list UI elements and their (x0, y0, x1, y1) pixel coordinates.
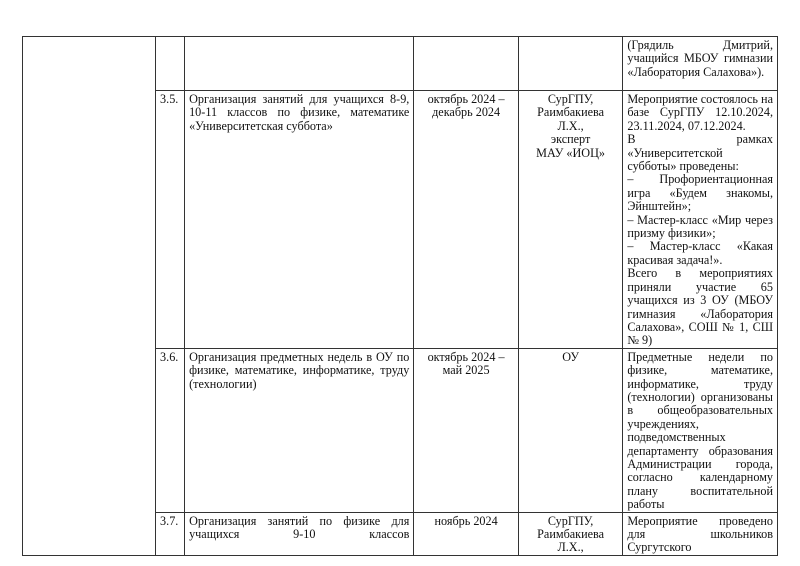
responsible-cell (518, 512, 623, 555)
row-number (156, 37, 185, 91)
event-cell: Организация занятий для учащихся 8-9, 10-11 классов по физике, математике «Университетская суббота» (185, 91, 414, 349)
result-paragraph: В рамках «Университетской субботы» проведены: (627, 132, 773, 174)
dates-cell: октябрь 2024 – май 2025 (414, 348, 519, 512)
event-cell: Организация предметных недель в ОУ по физике, математике, информатике, труду (технологии) (185, 348, 414, 512)
result-paragraph: Предметные недели по физике, математике, информатике, труду (технологии) организованы в общеобразовательных учреждениях, подведомственных департаменту образования Администрации города, согласно календарному плану воспитательной работы (627, 349, 773, 512)
responsible-line: СурГПУ, (547, 513, 594, 528)
result-paragraph: (Грядиль Дмитрий, учащийся МБОУ гимназии «Лаборатория Салахова»). (627, 38, 773, 79)
row-number: 3.5. (156, 91, 185, 349)
event-cell (185, 37, 414, 91)
responsible-line: ОУ (562, 349, 579, 364)
result-cell (623, 512, 778, 555)
result-paragraph: Всего в мероприятиях приняли участие 65 учащихся из 3 ОУ (МБОУ гимназия «Лаборатория Салахова», СОШ № 1, СШ № 9) (627, 266, 773, 348)
responsible-line: МАУ «ИОЦ» (536, 145, 606, 160)
row-number: 3.7. (156, 512, 185, 555)
responsible-line: СурГПУ, (547, 92, 594, 106)
result-cell (623, 91, 778, 349)
event-cell: Организация занятий по физике для учащихся 9-10 классов (185, 512, 414, 555)
row-number: 3.6. (156, 348, 185, 512)
responsible-cell (518, 37, 623, 91)
responsible-line: Раимбакиева Л.Х., (537, 527, 605, 555)
responsible-cell (518, 91, 623, 349)
dates-cell: ноябрь 2024 (414, 512, 519, 555)
responsible-cell (518, 348, 623, 512)
left-merged-cell (23, 37, 156, 556)
result-paragraph: Мероприятие проведено для школьников Сургутского (627, 513, 773, 555)
result-cell (623, 37, 778, 91)
plan-table (22, 36, 778, 556)
dates-cell (414, 37, 519, 91)
dates-cell: октябрь 2024 – декабрь 2024 (414, 91, 519, 349)
responsible-line: эксперт (550, 132, 591, 147)
responsible-line: Раимбакиева Л.Х., (537, 105, 605, 133)
result-paragraph: – Мастер-класс «Какая красивая задача!». (627, 239, 773, 267)
result-paragraph: – Мастер-класс «Мир через призму физики»; (627, 212, 773, 241)
result-paragraph: – Профориентационная игра «Будем знакомы, Эйнштейн»; (627, 172, 773, 214)
result-paragraph: Мероприятие состоялось на базе СурГПУ 12.10.2024, 23.11.2024, 07.12.2024. (627, 92, 773, 133)
result-cell (623, 348, 778, 512)
table-row (23, 37, 778, 91)
